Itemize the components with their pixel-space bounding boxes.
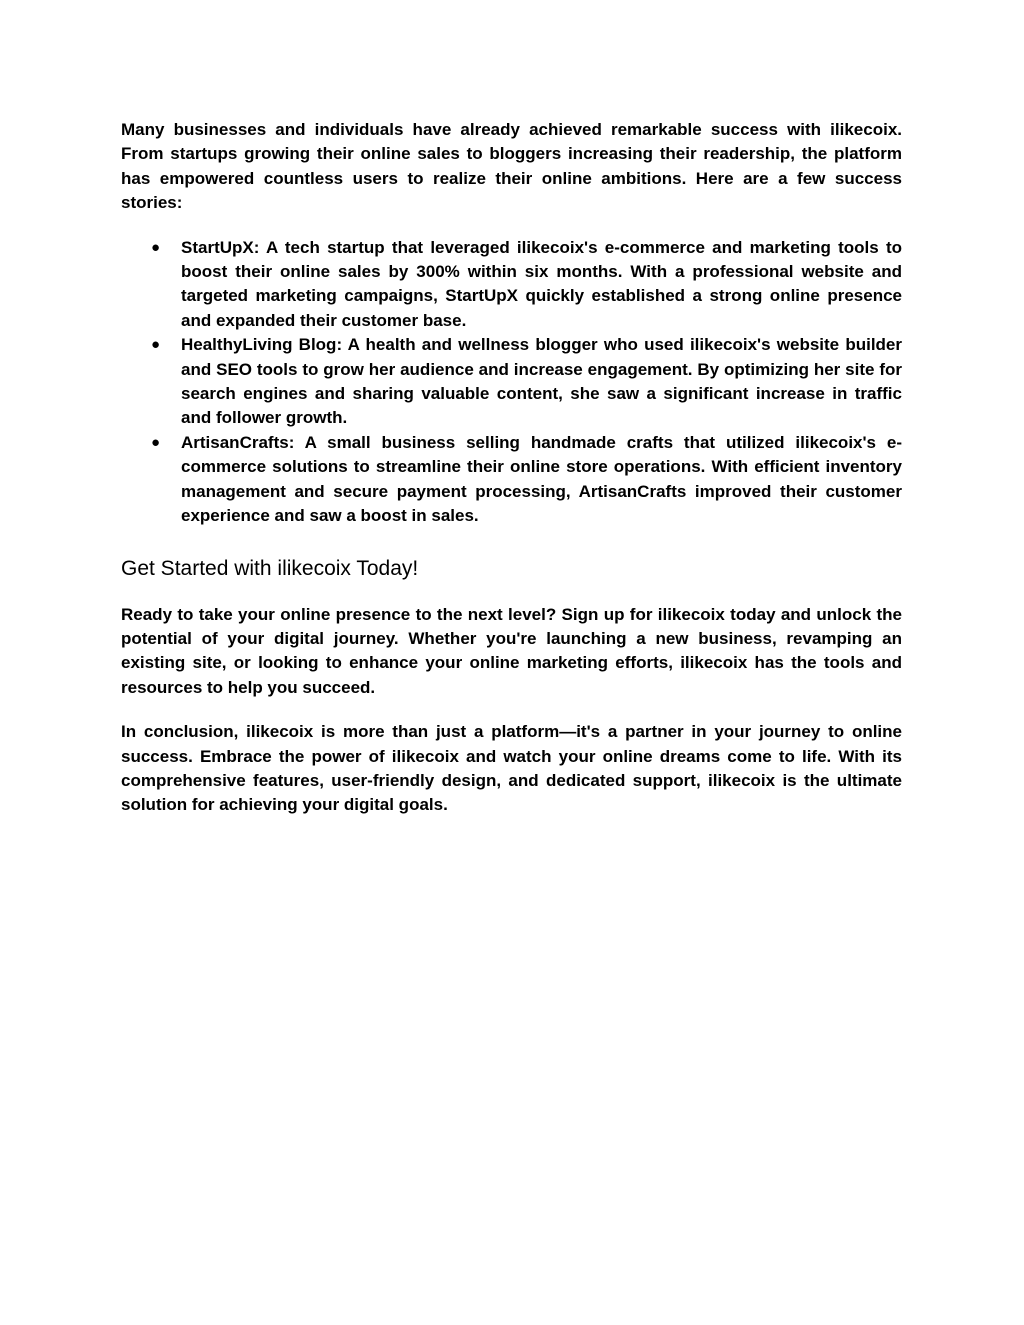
- bullet-icon: ●: [151, 336, 161, 354]
- section-heading: Get Started with ilikecoix Today!: [121, 556, 419, 580]
- document-page: [121, 118, 902, 818]
- success-stories-list: [121, 236, 902, 529]
- intro-paragraph: Many businesses and individuals have already achieved remarkable success with ilikecoix. From startups growing their online sales to bloggers increasing their readership, the platform has empowered countless users to realize their online ambitions. Here are a few success stories:: [121, 120, 902, 213]
- list-item: [121, 431, 902, 529]
- conclusion-paragraph: In conclusion, ilikecoix is more than just a platform—it's a partner in your journey to online success. Embrace the power of ilikecoix and watch your online dreams come to life. With its comprehensive features, user-friendly design, and dedicated support, ilikecoix is the ultimate solution for achieving your digital goals.: [121, 722, 902, 815]
- list-item: [121, 236, 902, 334]
- story-text-healthyliving: HealthyLiving Blog: A health and wellness blogger who used ilikecoix's website builder and SEO tools to grow her audience and increase engagement. By optimizing her site for search engines and sharing valuable content, she saw a significant increase in traffic and follower growth.: [181, 335, 902, 428]
- story-text-startupx: StartUpX: A tech startup that leveraged ilikecoix's e-commerce and marketing tools to boost their online sales by 300% within six months. With a professional website and targeted marketing campaigns, StartUpX quickly established a strong online presence and expanded their customer base.: [181, 237, 902, 330]
- cta-paragraph: Ready to take your online presence to the next level? Sign up for ilikecoix today and unlock the potential of your digital journey. Whether you're launching a new business, revamping an existing site, or looking to enhance your online marketing efforts, ilikecoix has the tools and resources to help you succeed.: [121, 604, 902, 697]
- bullet-icon: ●: [151, 433, 161, 451]
- list-item: [121, 333, 902, 431]
- story-text-artisancrafts: ArtisanCrafts: A small business selling handmade crafts that utilized ilikecoix's e-commerce solutions to streamline their online store operations. With efficient inventory management and secure payment processing, ArtisanCrafts improved their customer experience and saw a boost in sales.: [181, 432, 902, 526]
- bullet-icon: ●: [151, 238, 161, 256]
